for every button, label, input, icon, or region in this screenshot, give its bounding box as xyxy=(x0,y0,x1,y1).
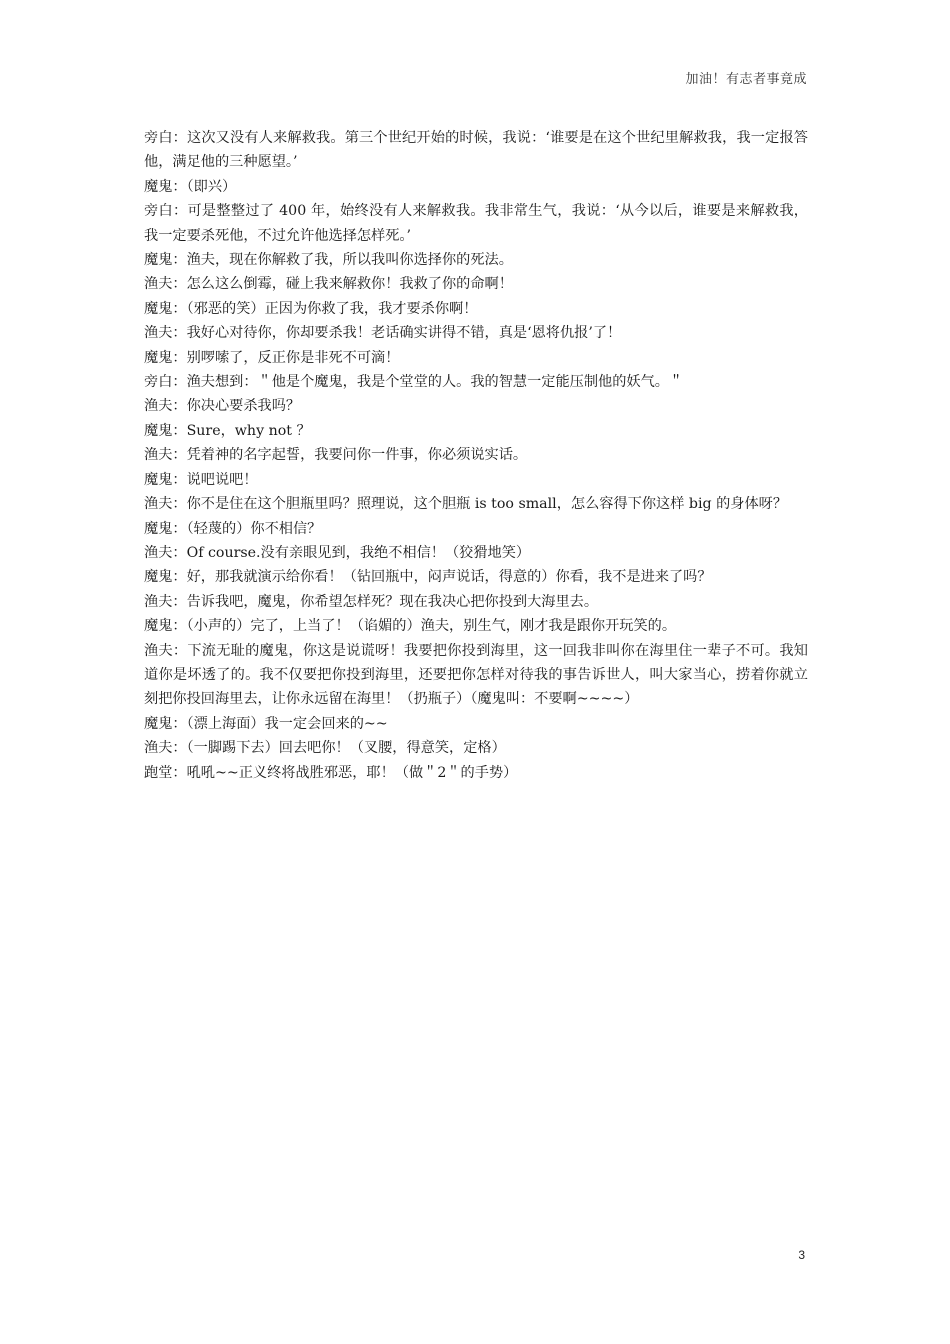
dialogue-line: 渔夫：你决心要杀我吗？ xyxy=(144,398,301,415)
dialogue-line: 魔鬼：别啰嗦了，反正你是非死不可滴！ xyxy=(144,349,400,366)
dialogue-line: 渔夫：Of course.没有亲眼见到，我绝不相信！（狡猾地笑） xyxy=(144,544,531,561)
dialogue-line: 渔夫：我好心对待你，你却要杀我！老话确实讲得不错，真是‘恩将仇报’了！ xyxy=(144,325,622,342)
dialogue-line: 渔夫：怎么这么倒霉，碰上我来解救你！我救了你的命啊！ xyxy=(144,276,513,293)
dialogue-line: 渔夫：（一脚踢下去）回去吧你！（叉腰，得意笑，定格） xyxy=(144,740,506,757)
dialogue-line: 旁白：这次又没有人来解救我。第三个世纪开始的时候，我说：‘谁要是在这个世纪里解救我，我一定报答他，满足他的三种愿望。’ xyxy=(144,130,808,171)
dialogue-line: 魔鬼：（漂上海面）我一定会回来的~~ xyxy=(144,715,388,732)
dialogue-line: 渔夫：你不是住在这个胆瓶里吗？照理说，这个胆瓶 is too small，怎么容得下你这样 big 的身体呀？ xyxy=(144,496,788,513)
dialogue-body xyxy=(144,126,808,785)
dialogue-line: 渔夫：下流无耻的魔鬼，你这是说谎呀！我要把你投到海里，这一回我非叫你在海里住一辈子不可。我知道你是坏透了的。我不仅要把你投到海里，还要把你怎样对待我的事告诉世人，叫大家当心，捞着你就立刻把你投回海里去，让你永远留在海里！（扔瓶子）（魔鬼叫：不要啊~~~~） xyxy=(144,642,808,708)
dialogue-line: 旁白：可是整整过了 400 年，始终没有人来解救我。我非常生气，我说：‘从今以后，谁要是来解救我，我一定要杀死他，不过允许他选择怎样死。’ xyxy=(144,203,808,244)
dialogue-line: 魔鬼：说吧说吧！ xyxy=(144,471,258,488)
dialogue-line: 旁白：渔夫想到：＂他是个魔鬼，我是个堂堂的人。我的智慧一定能压制他的妖气。＂ xyxy=(144,374,684,391)
dialogue-line: 跑堂：吼吼~~正义终将战胜邪恶，耶！（做＂2＂的手势） xyxy=(144,764,518,781)
dialogue-line: 魔鬼：好，那我就演示给你看！（钻回瓶中，闷声说话，得意的）你看，我不是进来了吗？ xyxy=(144,569,712,586)
dialogue-line: 渔夫：告诉我吧，魔鬼，你希望怎样死？现在我决心把你投到大海里去。 xyxy=(144,593,599,610)
dialogue-line: 魔鬼：Sure，why not ？ xyxy=(144,422,311,439)
dialogue-line: 魔鬼：（小声的）完了，上当了！（谄媚的）渔夫，别生气，刚才我是跟你开玩笑的。 xyxy=(144,618,677,635)
page-header: 加油！有志者事竟成 xyxy=(685,72,807,87)
dialogue-line: 魔鬼：渔夫，现在你解救了我，所以我叫你选择你的死法。 xyxy=(144,252,513,269)
dialogue-line: 魔鬼：（即兴） xyxy=(144,178,237,195)
dialogue-line: 魔鬼：（邪恶的笑）正因为你救了我，我才要杀你啊！ xyxy=(144,300,478,317)
dialogue-line: 渔夫：凭着神的名字起誓，我要问你一件事，你必须说实话。 xyxy=(144,447,528,464)
page-number: 3 xyxy=(798,1248,805,1262)
dialogue-line: 魔鬼：（轻蔑的）你不相信？ xyxy=(144,520,322,537)
